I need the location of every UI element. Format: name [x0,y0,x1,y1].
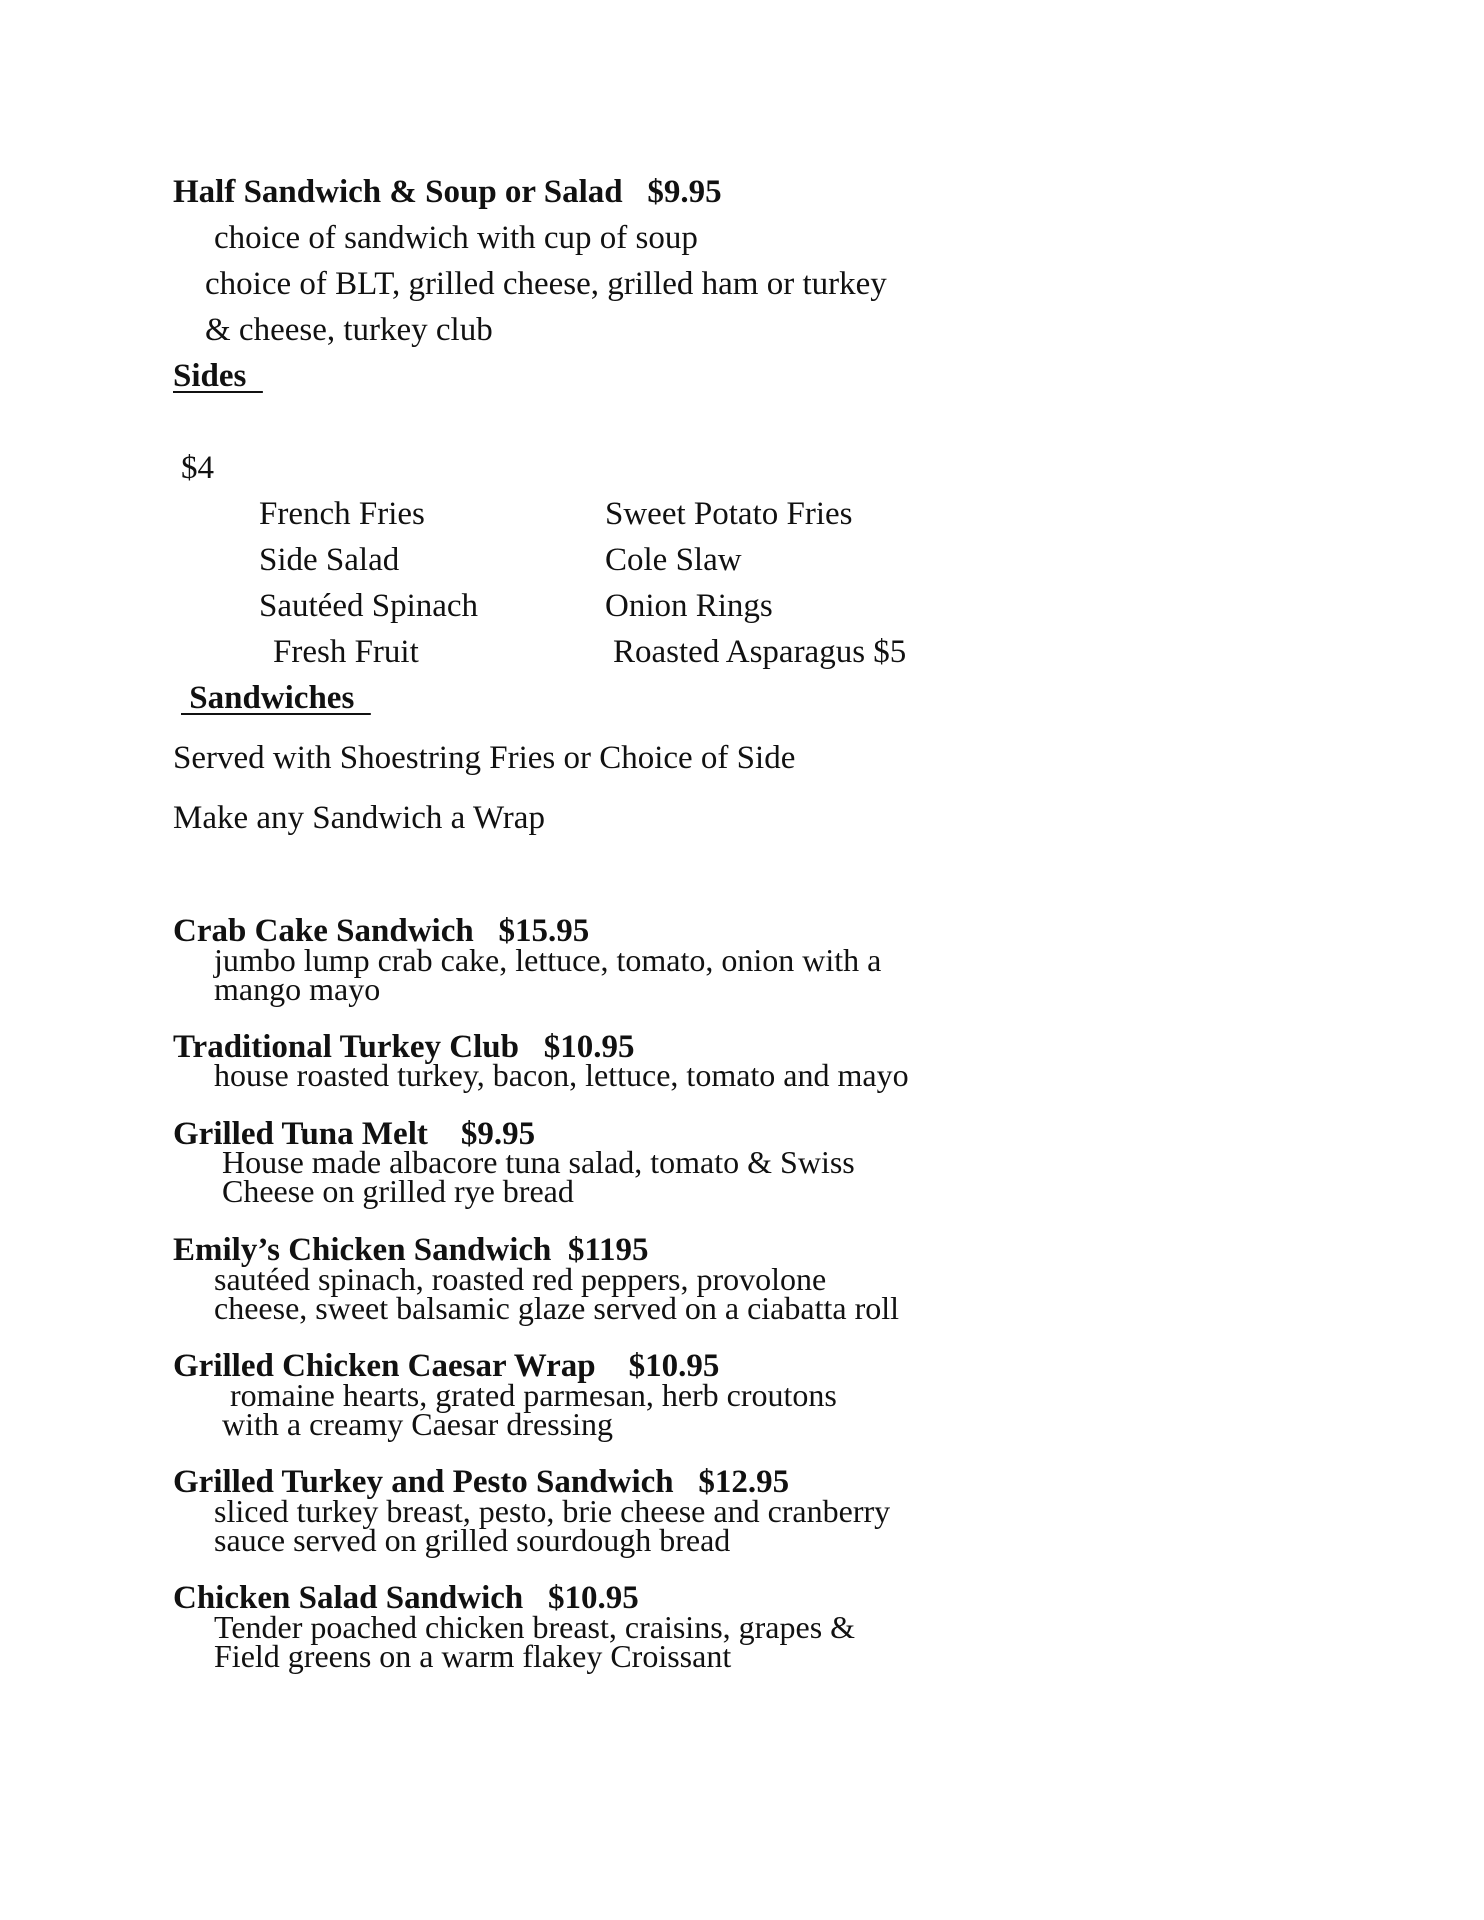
sides-price: $4 [181,450,214,486]
menu-item-description: cheese, sweet balsamic glaze served on a ciabatta roll [214,1290,899,1326]
menu-item-description: Field greens on a warm flakey Croissant [214,1638,732,1674]
sandwiches-note-sides: Served with Shoestring Fries or Choice of Side [173,740,796,776]
side-item: Onion Rings [605,588,773,624]
menu-item-title: Crab Cake Sandwich $15.95 [173,913,590,949]
menu-item-description: sauce served on grilled sourdough bread [214,1522,731,1558]
menu-item-description: house roasted turkey, bacon, lettuce, tomato and mayo [214,1057,909,1093]
sandwiches-heading: Sandwiches [181,680,371,716]
menu-item-description: romaine hearts, grated parmesan, herb croutons [230,1377,837,1413]
side-item: Side Salad [259,542,400,578]
half-sandwich-line-2: choice of BLT, grilled cheese, grilled ham or turkey [205,266,887,302]
menu-item-description: sliced turkey breast, pesto, brie cheese and cranberry [214,1493,891,1529]
menu-item-description: mango mayo [214,971,381,1007]
half-sandwich-title: Half Sandwich & Soup or Salad $9.95 [173,174,722,210]
menu-item-description: Tender poached chicken breast, craisins, grapes & [214,1609,856,1645]
half-sandwich-line-1: choice of sandwich with cup of soup [214,220,698,256]
menu-item-title: Grilled Turkey and Pesto Sandwich $12.95 [173,1464,790,1500]
side-item: French Fries [259,496,425,532]
menu-item-description: jumbo lump crab cake, lettuce, tomato, onion with a [214,942,882,978]
side-item: Cole Slaw [605,542,742,578]
side-item: Fresh Fruit [273,634,419,670]
sides-heading: Sides [173,358,263,394]
menu-item-description: Cheese on grilled rye bread [222,1173,574,1209]
sandwiches-note-wrap: Make any Sandwich a Wrap [173,800,545,836]
menu-item-title: Traditional Turkey Club $10.95 [173,1029,635,1065]
menu-item-title: Emily’s Chicken Sandwich $1195 [173,1232,649,1268]
menu-item-description: House made albacore tuna salad, tomato & Swiss [222,1144,855,1180]
menu-item-title: Chicken Salad Sandwich $10.95 [173,1580,639,1616]
half-sandwich-line-3: & cheese, turkey club [205,312,493,348]
side-item: Sweet Potato Fries [605,496,853,532]
menu-item-description: with a creamy Caesar dressing [222,1406,613,1442]
side-item: Sautéed Spinach [259,588,479,624]
menu-item-title: Grilled Chicken Caesar Wrap $10.95 [173,1348,720,1384]
menu-item-description: sautéed spinach, roasted red peppers, provolone [214,1261,827,1297]
menu-item-title: Grilled Tuna Melt $9.95 [173,1116,536,1152]
side-item: Roasted Asparagus $5 [613,634,907,670]
